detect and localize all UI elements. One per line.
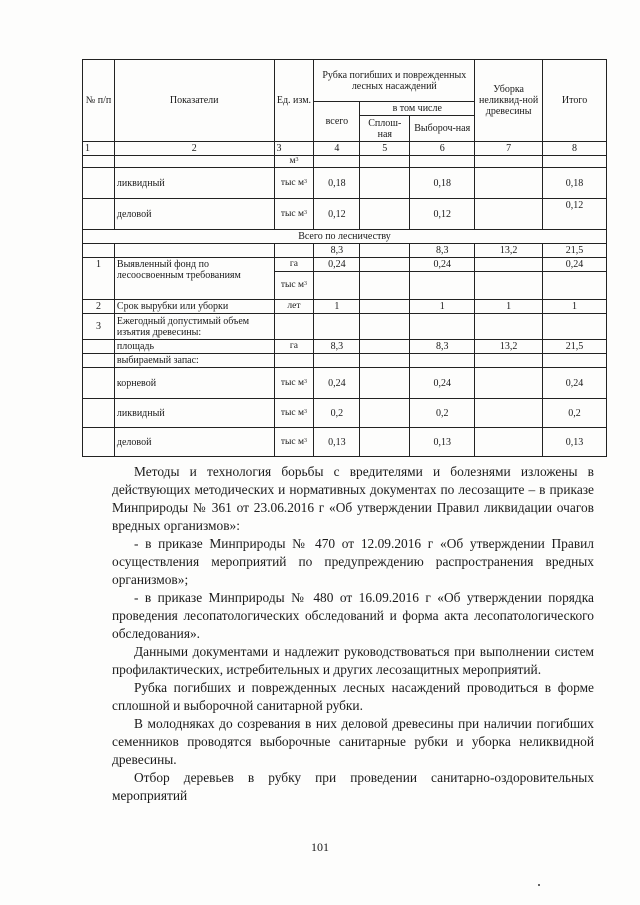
colnum-2: 2 — [114, 142, 274, 156]
body-text — [112, 463, 594, 805]
table-row — [83, 354, 607, 368]
header-selective: Выбороч-ная — [410, 116, 475, 142]
page-number: 101 — [311, 840, 329, 854]
paragraph: Рубка погибших и поврежденных лесных насаждений проводиться в форме сплошной и выборочной санитарной рубки. — [112, 680, 594, 713]
paragraph: В молодняках до созревания в них деловой древесины при наличии погибших семенников проводятся выборочные санитарные рубки и уборка неликвидной древесины. — [112, 716, 594, 767]
value-cleanup — [475, 168, 543, 199]
row-label: Срок вырубки или уборки — [114, 300, 274, 314]
table-row — [83, 168, 607, 199]
paragraph: Отбор деревьев в рубку при проведении санитарно-оздоровительных мероприятий — [112, 770, 594, 803]
forestry-total-title: Всего по лесничеству — [83, 230, 607, 244]
table-row — [83, 244, 607, 258]
table-row — [83, 340, 607, 354]
value-total: 1 — [314, 300, 360, 314]
table-row — [83, 199, 607, 230]
unit-cell: лет — [274, 300, 314, 314]
value-grand: 0,13 — [543, 428, 607, 457]
value-clear — [360, 168, 410, 199]
value-total: 0,24 — [314, 258, 360, 272]
value-grand: 0,12 — [543, 199, 607, 230]
value-selective: 8,3 — [410, 340, 475, 354]
colnum-1: 1 — [83, 142, 115, 156]
paragraph: - в приказе Минприроды № 470 от 12.09.2016 г «Об утверждении Правил осуществления мероприятий по предупреждению распространения вредных организмов»; — [112, 536, 594, 587]
table-row — [83, 399, 607, 428]
header-num: № п/п — [83, 60, 115, 142]
value-selective: 0,2 — [410, 399, 475, 428]
unit-cell: га — [274, 258, 314, 272]
colnum-5: 5 — [360, 142, 410, 156]
value-total: 0,13 — [314, 428, 360, 457]
speck — [538, 884, 540, 886]
value-clear — [360, 199, 410, 230]
table-row — [83, 300, 607, 314]
unit-cell: тыс $м^3$ — [274, 199, 314, 230]
value-selective: 8,3 — [410, 244, 475, 258]
row-label: деловой — [114, 199, 274, 230]
table-row — [83, 314, 607, 340]
value-selective: 0,18 — [410, 168, 475, 199]
table-row — [83, 368, 607, 399]
value-cleanup — [475, 199, 543, 230]
value-total: 0,24 — [314, 368, 360, 399]
row-label: корневой — [114, 368, 274, 399]
header-grand-total: Итого — [543, 60, 607, 142]
row-num: 3 — [83, 314, 115, 340]
colnum-6: 6 — [410, 142, 475, 156]
row-label: ликвидный — [114, 399, 274, 428]
unit-cell: тыс $м^3$ — [274, 428, 314, 457]
header-felling-group: Рубка погибших и поврежденных лесных насаждений — [314, 60, 475, 102]
paragraph: Данными документами и надлежит руководствоваться при выполнении систем профилактических, истребительных и других лесозащитных мероприятий. — [112, 644, 594, 677]
header-clear: Сплош-ная — [360, 116, 410, 142]
unit-cell: тыс $м^3$ — [274, 272, 314, 300]
row-num: 1 — [83, 258, 115, 300]
row-label: ликвидный — [114, 168, 274, 199]
row-label: Выявленный фонд по лесоосвоенным требованиям — [114, 258, 274, 300]
value-grand: 21,5 — [543, 340, 607, 354]
colnum-4: 4 — [314, 142, 360, 156]
value-selective: 0,12 — [410, 199, 475, 230]
value-total: 8,3 — [314, 340, 360, 354]
header-indicators: Показатели — [114, 60, 274, 142]
header-unit: Ед. изм. — [274, 60, 314, 142]
table-row — [83, 258, 607, 272]
colnum-8: 8 — [543, 142, 607, 156]
unit-cell: тыс $м^3$ — [274, 399, 314, 428]
unit-cell: га — [274, 340, 314, 354]
row-num: 2 — [83, 300, 115, 314]
colnum-3: 3 — [274, 142, 314, 156]
row-label: площадь — [114, 340, 274, 354]
value-total: 8,3 — [314, 244, 360, 258]
value-cleanup: 13,2 — [475, 244, 543, 258]
header-cleanup: Уборка неликвид-ной древесины — [475, 60, 543, 142]
column-number-row — [83, 142, 607, 156]
paragraph: - в приказе Минприроды № 480 от 16.09.2016 г «Об утверждении порядка проведения лесопатологических обследований и форма акта лесопатологического обследования». — [112, 590, 594, 641]
value-grand: 0,24 — [543, 258, 607, 272]
value-selective: 0,13 — [410, 428, 475, 457]
value-selective: 1 — [410, 300, 475, 314]
header-including: в том числе — [360, 102, 475, 116]
colnum-7: 7 — [475, 142, 543, 156]
table-row — [83, 156, 607, 168]
row-label: Ежегодный допустимый объем изъятия древесины: — [114, 314, 274, 340]
forest-data-table — [82, 59, 607, 457]
value-total: 0,2 — [314, 399, 360, 428]
value-selective: 0,24 — [410, 258, 475, 272]
unit-cell: тыс $м^3$ — [274, 368, 314, 399]
value-selective: 0,24 — [410, 368, 475, 399]
header-total: всего — [314, 102, 360, 142]
value-total: 0,12 — [314, 199, 360, 230]
value-grand: 1 — [543, 300, 607, 314]
table-row — [83, 428, 607, 457]
value-grand: 21,5 — [543, 244, 607, 258]
value-cleanup: 1 — [475, 300, 543, 314]
row-label: выбираемый запас: — [114, 354, 274, 368]
value-total: 0,18 — [314, 168, 360, 199]
unit-cell: тыс $м^3$ — [274, 168, 314, 199]
paragraph: Методы и технология борьбы с вредителями и болезнями изложены в действующих методических и нормативных документах по лесозащите – в приказе Минприроды № 361 от 23.06.2016 г «Об утверждении Правил ликвидации очагов вредных организмов»: — [112, 464, 594, 533]
unit-cell: $м^3$ — [274, 156, 314, 168]
value-grand: 0,2 — [543, 399, 607, 428]
value-grand: 0,18 — [543, 168, 607, 199]
row-label: деловой — [114, 428, 274, 457]
value-cleanup: 13,2 — [475, 340, 543, 354]
value-grand: 0,24 — [543, 368, 607, 399]
